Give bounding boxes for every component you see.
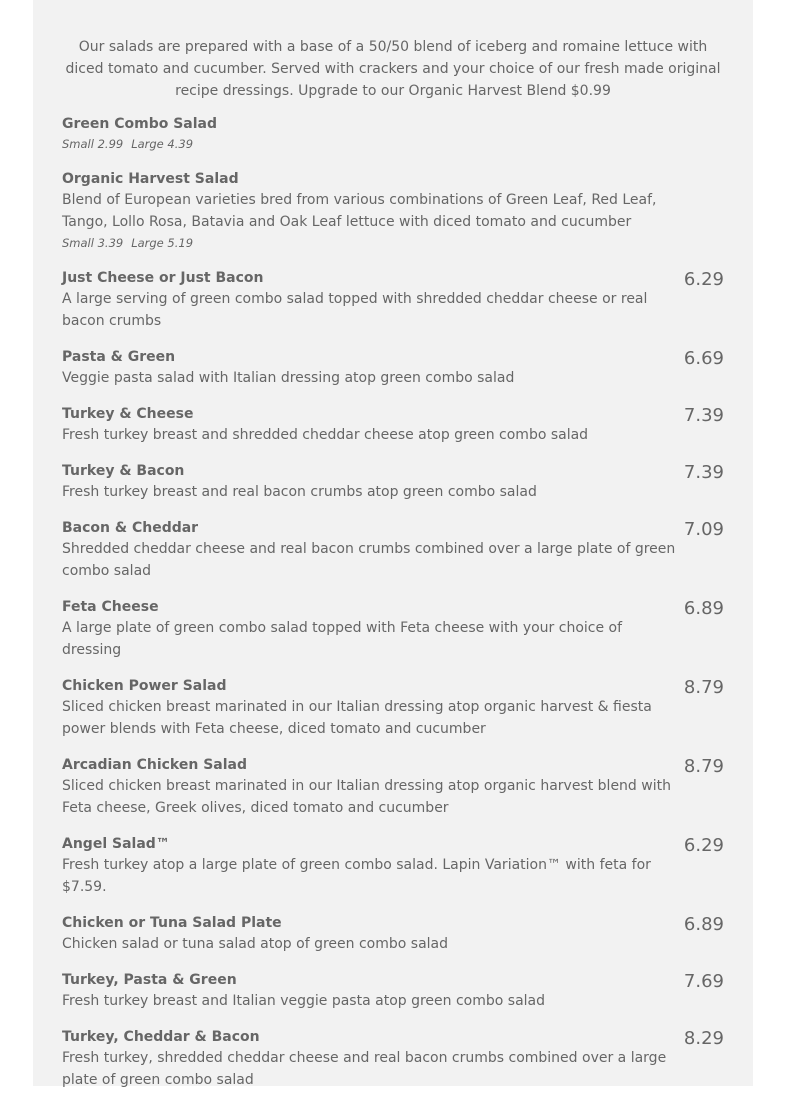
- item-description: Fresh turkey breast and real bacon crumbs atop green combo salad: [62, 484, 537, 500]
- item-name: Angel Salad™: [62, 836, 170, 852]
- item-size-price: Large 5.19: [131, 236, 194, 250]
- salad-menu-list: [62, 114, 724, 1106]
- item-description: A large plate of green combo salad topped with Feta cheese with your choice of dressing: [62, 620, 623, 658]
- item-price: 6.29: [683, 835, 724, 856]
- menu-item: [62, 518, 724, 582]
- item-size-price: Large 4.39: [131, 137, 194, 151]
- item-price: 7.39: [683, 462, 724, 483]
- item-name: Bacon & Cheddar: [62, 520, 199, 536]
- item-description: Chicken salad or tuna salad atop of green combo salad: [62, 936, 449, 952]
- menu-item: [62, 913, 724, 955]
- menu-item: [62, 834, 724, 898]
- item-size-price: Small 3.39: [62, 236, 124, 250]
- item-name: Just Cheese or Just Bacon: [62, 270, 264, 286]
- menu-item: [62, 1027, 724, 1091]
- menu-item: [62, 169, 724, 253]
- item-name: Arcadian Chicken Salad: [62, 757, 248, 773]
- item-price: 7.09: [683, 519, 724, 540]
- menu-intro: Our salads are prepared with a base of a 50/50 blend of iceberg and romaine lettuce with diced tomato and cucumber. Served with crackers and your choice of our fresh made original recipe dressings. Upgrade to our Organic Harvest Blend $0.99: [65, 39, 721, 99]
- item-description: Shredded cheddar cheese and real bacon crumbs combined over a large plate of green combo salad: [62, 541, 676, 579]
- item-price: 7.39: [683, 405, 724, 426]
- item-price: 7.69: [683, 971, 724, 992]
- item-price: 8.79: [683, 677, 724, 698]
- item-size-prices: [62, 233, 724, 253]
- item-description: Fresh turkey breast and shredded cheddar cheese atop green combo salad: [62, 427, 589, 443]
- item-description: Veggie pasta salad with Italian dressing atop green combo salad: [62, 370, 515, 386]
- item-description: Blend of European varieties bred from various combinations of Green Leaf, Red Leaf, Tango, Lollo Rosa, Batavia and Oak Leaf lettuce with diced tomato and cucumber: [62, 192, 657, 230]
- item-price: 6.29: [683, 269, 724, 290]
- menu-item: [62, 755, 724, 819]
- item-name: Turkey & Bacon: [62, 463, 185, 479]
- menu-item: [62, 970, 724, 1012]
- item-price: 8.29: [683, 1028, 724, 1049]
- item-description: Sliced chicken breast marinated in our Italian dressing atop organic harvest & fiesta power blends with Feta cheese, diced tomato and cucumber: [62, 699, 652, 737]
- item-price: 6.89: [683, 914, 724, 935]
- item-price: 6.89: [683, 598, 724, 619]
- item-description: Fresh turkey, shredded cheddar cheese and real bacon crumbs combined over a large plate of green combo salad: [62, 1050, 667, 1088]
- item-description: A large serving of green combo salad topped with shredded cheddar cheese or real bacon crumbs: [62, 291, 648, 329]
- item-description: Sliced chicken breast marinated in our Italian dressing atop organic harvest blend with Feta cheese, Greek olives, diced tomato and cucumber: [62, 778, 671, 816]
- item-price: 8.79: [683, 756, 724, 777]
- menu-item: [62, 404, 724, 446]
- item-size-price: Small 2.99: [62, 137, 124, 151]
- menu-item: [62, 676, 724, 740]
- salad-menu-panel: [33, 0, 753, 1086]
- menu-item: [62, 461, 724, 503]
- item-name: Feta Cheese: [62, 599, 159, 615]
- item-name: Turkey, Pasta & Green: [62, 972, 237, 988]
- item-name: Chicken or Tuna Salad Plate: [62, 915, 282, 931]
- item-description: Fresh turkey atop a large plate of green combo salad. Lapin Variation™ with feta for $7.59.: [62, 857, 651, 895]
- item-name: Organic Harvest Salad: [62, 171, 239, 187]
- menu-item: [62, 597, 724, 661]
- item-name: Turkey & Cheese: [62, 406, 194, 422]
- menu-item: [62, 347, 724, 389]
- item-name: Chicken Power Salad: [62, 678, 227, 694]
- item-description: Fresh turkey breast and Italian veggie pasta atop green combo salad: [62, 993, 546, 1009]
- item-price: 6.69: [683, 348, 724, 369]
- item-name: Green Combo Salad: [62, 116, 218, 132]
- menu-item: [62, 268, 724, 332]
- item-size-prices: [62, 134, 724, 154]
- item-name: Pasta & Green: [62, 349, 176, 365]
- item-name: Turkey, Cheddar & Bacon: [62, 1029, 260, 1045]
- menu-item: [62, 114, 724, 154]
